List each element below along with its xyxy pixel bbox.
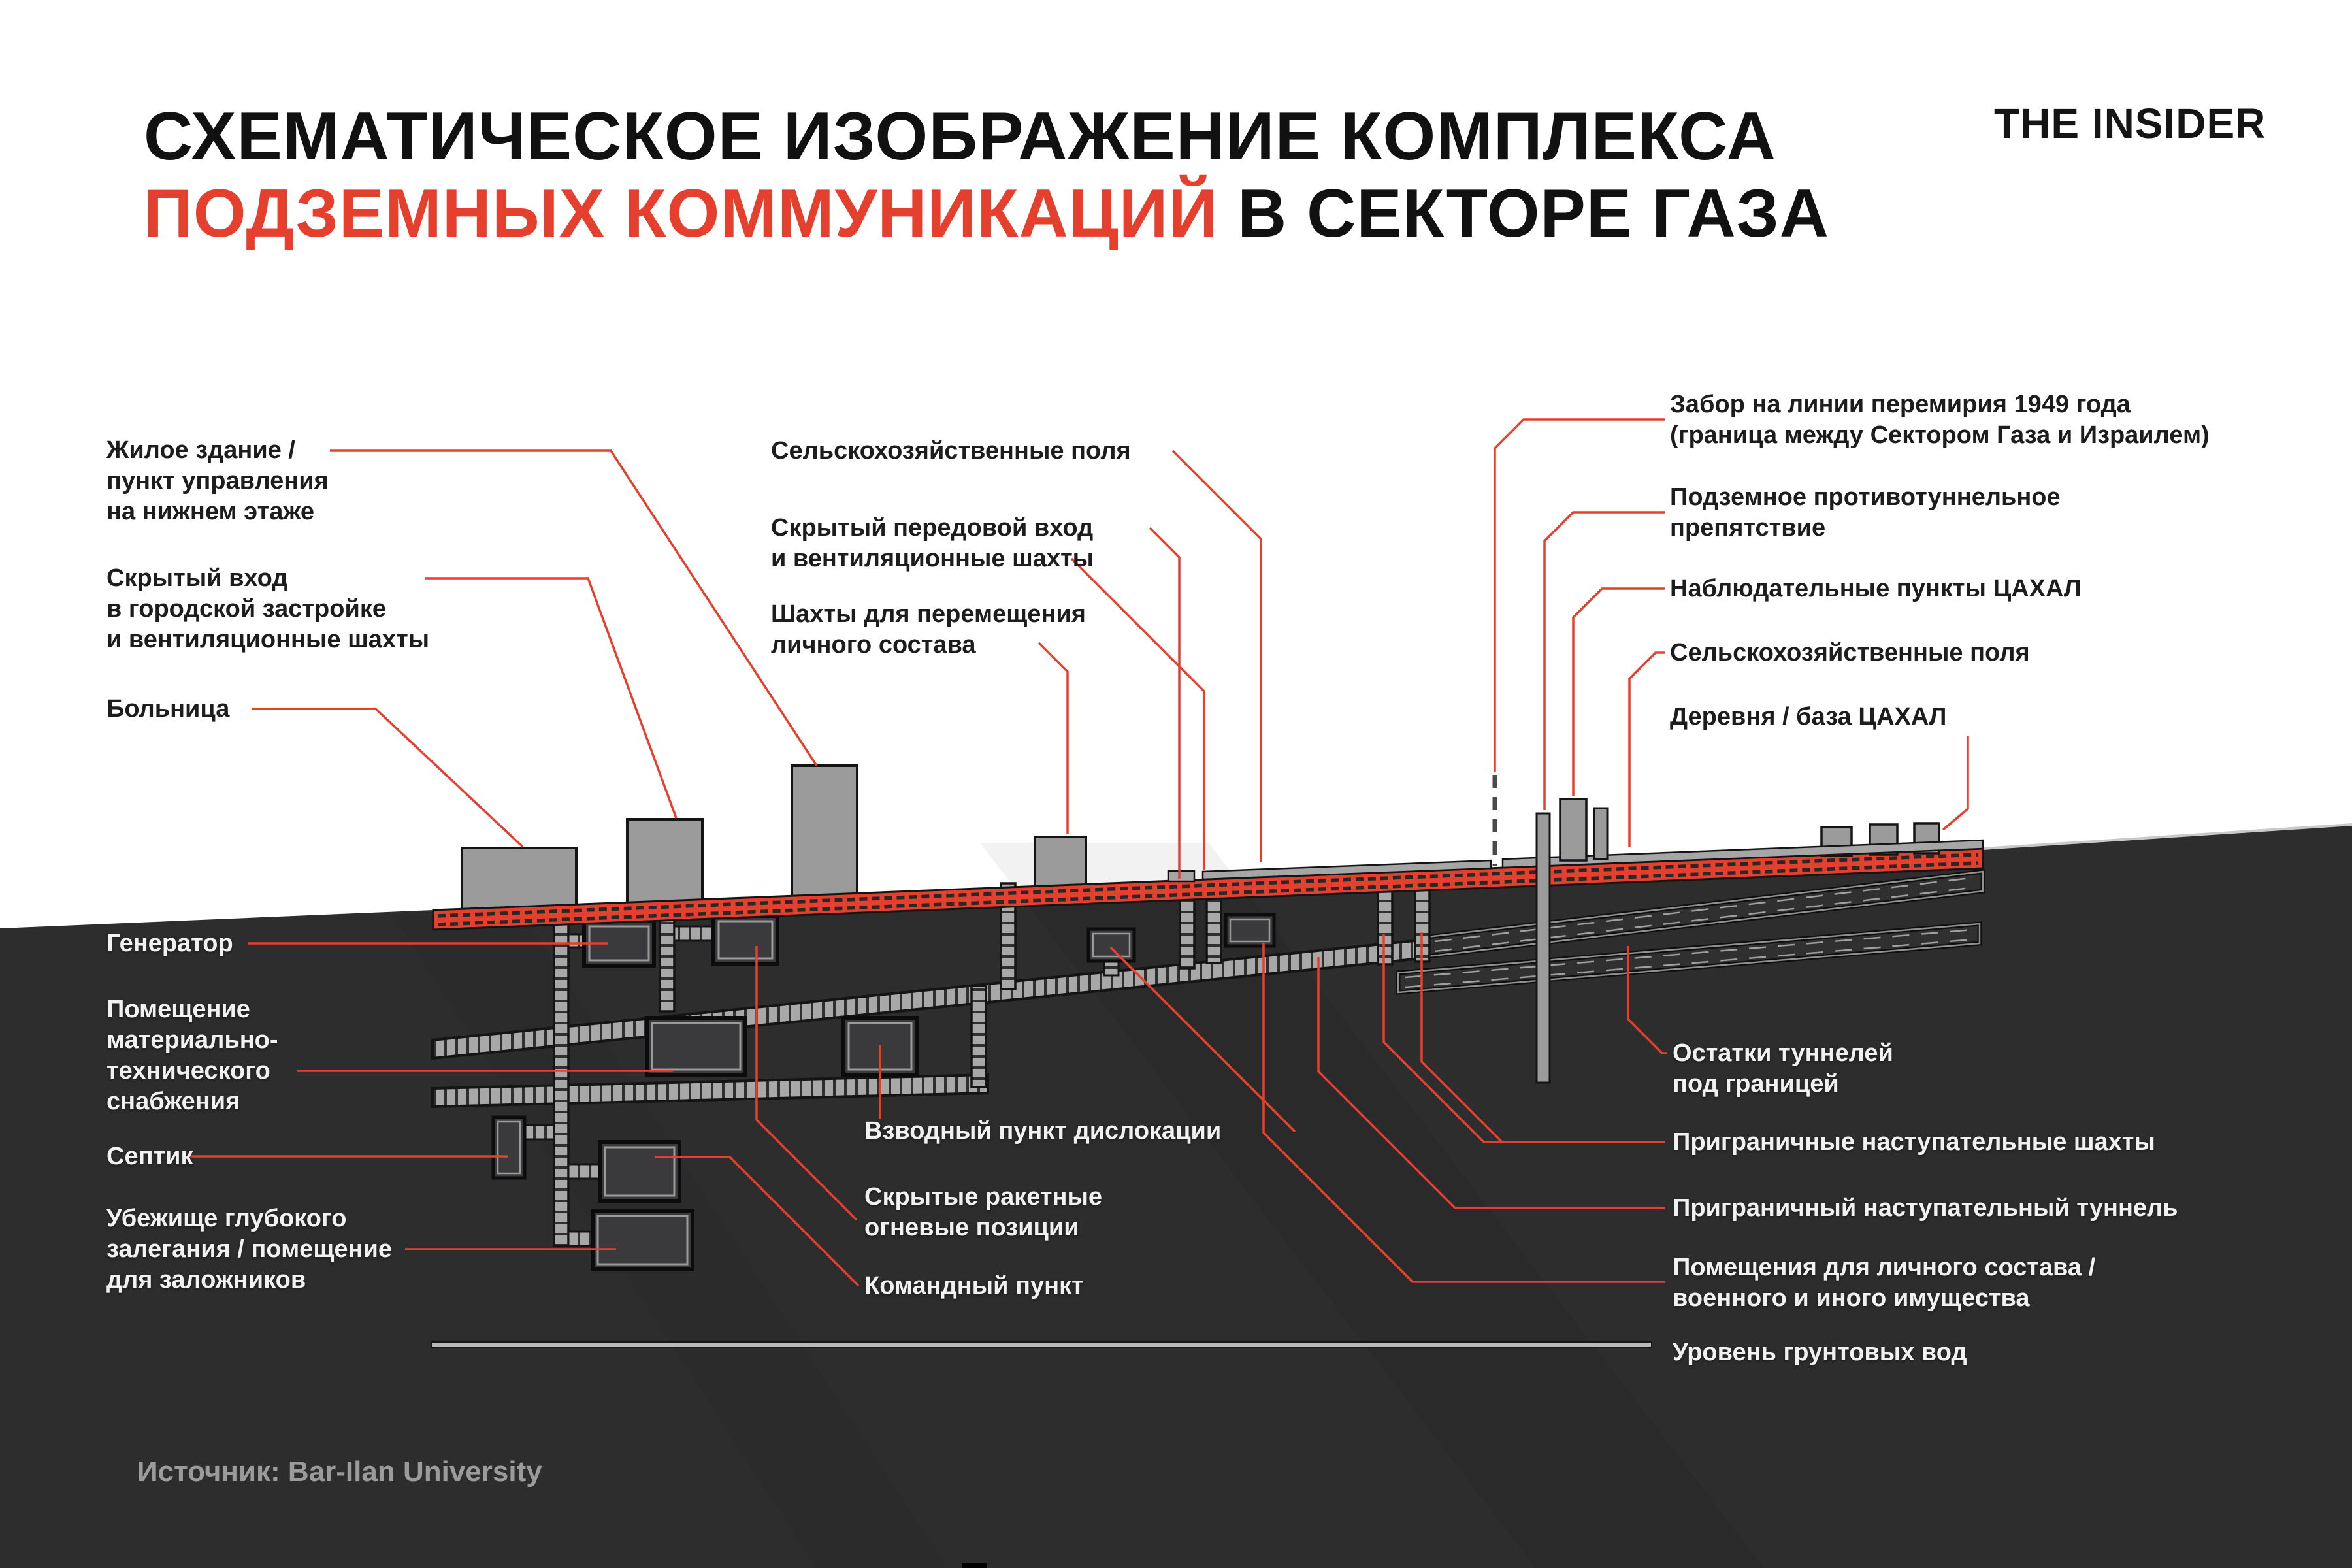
label-anti-tunnel-barrier: Подземное противотуннельное препятствие — [1670, 483, 2061, 542]
shaft-stub — [674, 926, 713, 941]
label-border-offensive-shafts: Приграничные наступательные шахты — [1673, 1128, 2155, 1156]
rocket-position-room — [713, 916, 777, 964]
groundwater-level-line — [431, 1342, 1652, 1347]
label-groundwater-level: Уровень грунтовых вод — [1673, 1339, 1967, 1366]
anti-tunnel-barrier — [1537, 813, 1550, 1083]
label-farm-fields-right: Сельскохозяйственные поля — [1670, 639, 2030, 666]
personnel-room — [1226, 915, 1274, 946]
shaft — [972, 986, 986, 1087]
page-edge-mark — [962, 1563, 987, 1568]
border-offensive-shaft — [1378, 885, 1392, 964]
label-logistics-room: Помещение материально- технического снабжения — [106, 996, 278, 1115]
label-hospital: Больница — [106, 695, 230, 723]
shaft-stub — [568, 1164, 600, 1179]
label-tunnel-remnants: Остатки туннелей под границей — [1673, 1039, 1893, 1098]
label-rocket-positions: Скрытые ракетные огневые позиции — [864, 1183, 1103, 1241]
label-generator: Генератор — [106, 930, 233, 957]
shaft — [1207, 891, 1221, 963]
shaft — [660, 920, 674, 1011]
page-title-line2 — [144, 175, 1829, 252]
deep-shelter-room — [593, 1211, 693, 1269]
urban-building — [627, 819, 702, 905]
page-title-line1: СХЕМАТИЧЕСКОЕ ИЗОБРАЖЕНИЕ КОМПЛЕКСА — [144, 99, 1776, 174]
hospital-building — [462, 848, 576, 911]
observation-tower — [1560, 799, 1586, 860]
the-insider-logo: THE INSIDER — [1994, 100, 2266, 147]
label-platoon-post: Взводный пункт дислокации — [864, 1117, 1222, 1145]
observation-tower — [1594, 808, 1607, 859]
septic-tank — [493, 1117, 525, 1178]
shaft-stub — [568, 1232, 593, 1246]
label-border-offensive-tunnel: Приграничный наступательный туннель — [1673, 1194, 2178, 1222]
source-credit: Источник: Bar-Ilan University — [137, 1456, 542, 1488]
label-farm-fields-left: Сельскохозяйственные поля — [771, 437, 1131, 465]
label-personnel-shafts: Шахты для перемещения личного состава — [771, 600, 1086, 659]
hidden-entrance-block — [1168, 871, 1194, 881]
shaft — [1180, 892, 1194, 968]
label-village-idf-base: Деревня / база ЦАХАЛ — [1670, 703, 1947, 730]
command-post-room — [600, 1142, 679, 1201]
label-armistice-fence: Забор на линии перемирия 1949 года (граница между Сектором Газа и Израилем) — [1670, 391, 2210, 449]
label-residential-building: Жилое здание / пункт управления на нижнем этаже — [106, 436, 329, 525]
deep-access-shaft — [554, 923, 568, 1246]
page-title-black-part: В СЕКТОРЕ ГАЗА — [1218, 176, 1829, 252]
shaft-stub — [525, 1125, 554, 1139]
platoon-room-2 — [1088, 929, 1134, 961]
residential-highrise — [792, 766, 857, 898]
label-hidden-forward-entrance: Скрытый передовой вход и вентиляционные шахты — [771, 514, 1094, 572]
page-title-red-part: ПОДЗЕМНЫХ КОММУНИКАЦИЙ — [144, 176, 1218, 252]
label-deep-shelter: Убежище глубокого залегания / помещение для заложников — [106, 1205, 392, 1294]
label-personnel-storage-rooms: Помещения для личного состава / военного и иного имущества — [1673, 1254, 2096, 1312]
label-command-post: Командный пункт — [864, 1272, 1084, 1299]
logistics-room — [647, 1018, 745, 1075]
label-hidden-urban-entrance: Скрытый вход в городской застройке и вентиляционные шахты — [106, 564, 430, 653]
label-septic: Септик — [106, 1143, 193, 1170]
personnel-shaft-building — [1035, 837, 1086, 887]
label-idf-observation-posts: Наблюдательные пункты ЦАХАЛ — [1670, 575, 2082, 602]
